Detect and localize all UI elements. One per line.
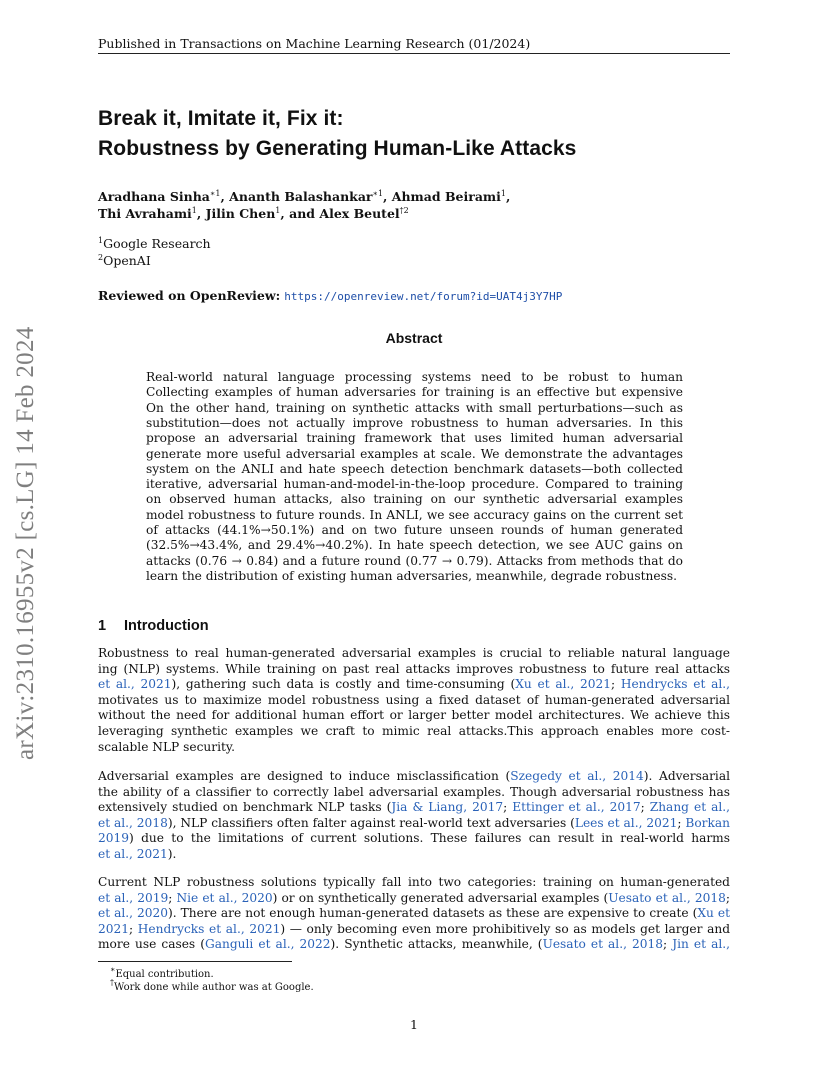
- arxiv-stamp: arXiv:2310.16955v2 [cs.LG] 14 Feb 2024: [12, 326, 39, 760]
- citation-link[interactable]: et al., 2018: [98, 815, 168, 830]
- openreview-label: Reviewed on OpenReview:: [98, 288, 281, 303]
- author-separator: ,: [196, 206, 206, 221]
- body-text: scalable NLP security.: [98, 739, 236, 754]
- page-number: 1: [410, 1017, 418, 1032]
- citation-link[interactable]: 2021: [98, 921, 130, 936]
- authors-line-1: [98, 189, 738, 204]
- citation-link[interactable]: Nie et al., 2020: [176, 890, 273, 905]
- body-text: ;: [640, 800, 650, 815]
- openreview-line: [98, 288, 562, 303]
- intro-line: [98, 769, 730, 784]
- affiliation-google: $^1$Google Research: [98, 236, 211, 251]
- body-text: extensively studied on benchmark NLP tasks (: [98, 800, 392, 815]
- intro-line: [98, 677, 730, 692]
- affiliation-openai: $^2$OpenAI: [98, 253, 151, 268]
- body-text: ;: [677, 815, 686, 830]
- body-text: more use cases (: [98, 937, 206, 952]
- intro-line: [98, 937, 730, 952]
- citation-link[interactable]: Lees et al., 2021: [574, 815, 678, 830]
- abstract-line: of attacks (44.1%→50.1%) and on two future unseen rounds of human generated: [146, 523, 683, 537]
- citation-link[interactable]: et al., 2020: [98, 906, 169, 921]
- intro-line: [98, 800, 730, 815]
- author-separator: ,: [383, 189, 392, 204]
- citation-link[interactable]: Uesato et al., 2018: [608, 890, 726, 905]
- body-text: ) — only becoming even more prohibitively so as models get larger and: [280, 921, 730, 936]
- author-name: Aradhana Sinha: [98, 189, 210, 204]
- body-text: ).: [167, 847, 177, 861]
- abstract-line: model robustness to future rounds. In ANLI, we see accuracy gains on the current set: [146, 507, 683, 522]
- abstract-line: Real-world natural language processing systems need to be robust to human: [146, 370, 683, 384]
- body-text: ing (NLP) systems. While training on past real attacks improves robustness to future real attacks: [98, 661, 730, 676]
- footnote-work-done: †Work done while author was at Google.: [110, 978, 314, 993]
- body-text: ), NLP classifiers often falter against real-world text adversaries (: [167, 815, 575, 830]
- body-text: ), gathering such data is costly and time-consuming (: [171, 677, 516, 692]
- section-title: Introduction: [124, 618, 209, 634]
- intro-line: [98, 708, 730, 723]
- citation-link[interactable]: Xu et: [697, 906, 730, 921]
- body-text: without the need for additional human effort or larger better model architectures. We achieve this: [98, 708, 730, 723]
- author-name: Ananth Balashankar: [229, 189, 373, 204]
- author-name: Ahmad Beirami: [391, 189, 501, 204]
- author-affiliation-mark: †2: [399, 206, 409, 215]
- section-number: 1: [98, 618, 107, 634]
- author-affiliation-mark: 1: [500, 189, 506, 198]
- abstract-line: attacks (0.76 → 0.84) and a future round (0.77 → 0.79). Attacks from methods that do: [146, 553, 683, 568]
- body-text: ). There are not enough human-generated datasets as these are expensive to create (: [168, 906, 698, 921]
- body-text: ). Adversarial: [643, 769, 730, 783]
- body-text: ;: [503, 800, 513, 815]
- abstract-line: iterative, adversarial human-and-model-in-the-loop procedure. Compared to training: [146, 477, 683, 492]
- author-name: Jilin Chen: [205, 206, 276, 221]
- header-rule: [98, 53, 730, 54]
- citation-link[interactable]: Hendrycks et al., 2021: [137, 921, 281, 936]
- body-text: ). Synthetic attacks, meanwhile, (: [330, 937, 543, 952]
- body-text: ;: [725, 890, 730, 905]
- author-separator: ,: [220, 189, 230, 204]
- citation-link[interactable]: Hendrycks et al.,: [620, 677, 730, 692]
- author-separator: ,: [506, 189, 511, 204]
- abstract-line: propose an adversarial training framework that uses limited human adversarial: [146, 431, 683, 446]
- body-text: Current NLP robustness solutions typically fall into two categories: training on human-generated: [98, 875, 730, 889]
- body-text: ) due to the limitations of current solutions. These failures can result in real-world harms: [129, 831, 730, 846]
- citation-link[interactable]: et al., 2019: [98, 890, 169, 905]
- citation-link[interactable]: 2019: [98, 831, 130, 846]
- intro-line: [98, 891, 730, 906]
- footnote-rule: [98, 961, 292, 962]
- citation-link[interactable]: Zhang et al.,: [649, 800, 730, 815]
- body-text: Adversarial examples are designed to induce misclassification (: [98, 769, 511, 783]
- abstract-line: Collecting examples of human adversaries for training is an effective but expensive: [146, 385, 683, 400]
- citation-link[interactable]: Uesato et al., 2018: [542, 937, 664, 952]
- body-text: ;: [168, 890, 177, 905]
- body-text: motivates us to maximize model robustness using a fixed dataset of human-generated adversarial: [98, 692, 730, 707]
- journal-header: Published in Transactions on Machine Learning Research (01/2024): [98, 36, 531, 51]
- intro-line: [98, 724, 730, 739]
- body-text: ;: [663, 937, 673, 952]
- intro-line: [98, 693, 730, 708]
- intro-line: [98, 831, 730, 846]
- citation-link[interactable]: Ganguli et al., 2022: [205, 937, 331, 952]
- intro-line: [98, 662, 730, 677]
- abstract-line: substitution—does not actually improve robustness to human adversaries. In this: [146, 415, 683, 430]
- citation-link[interactable]: Xu et al., 2021: [515, 677, 611, 692]
- abstract-line: system on the ANLI and hate speech detection benchmark datasets—both collected: [146, 461, 683, 476]
- intro-line: [98, 906, 730, 921]
- author-name: Thi Avrahami: [98, 206, 192, 221]
- author-affiliation-mark: ∗1: [372, 189, 384, 198]
- author-name: Alex Beutel: [319, 206, 400, 221]
- intro-line: [98, 646, 730, 661]
- openreview-link[interactable]: https://openreview.net/forum?id=UAT4j3Y7HP: [284, 290, 563, 303]
- body-text: leveraging synthetic examples we craft to mimic real attacks.This approach enables more cost-: [98, 724, 730, 738]
- body-text: Robustness to real human-generated adversarial examples is crucial to reliable natural language: [98, 646, 730, 660]
- paper-title-line-1: Break it, Imitate it, Fix it:: [98, 107, 344, 130]
- author-affiliation-mark: 1: [191, 206, 197, 215]
- citation-link[interactable]: et al., 2021: [98, 847, 168, 861]
- section-heading-introduction: [98, 618, 209, 634]
- abstract-line: On the other hand, training on synthetic attacks with small perturbations—such as: [146, 400, 683, 415]
- intro-line: [98, 875, 730, 890]
- author-affiliation-mark: 1: [275, 206, 281, 215]
- citation-link[interactable]: Ettinger et al., 2017: [512, 800, 641, 815]
- abstract-heading: Abstract: [385, 330, 443, 346]
- abstract-line: on observed human attacks, also training on our synthetic adversarial examples: [146, 492, 683, 507]
- body-text: ;: [610, 677, 621, 692]
- paper-title-line-2: Robustness by Generating Human-Like Attacks: [98, 137, 577, 160]
- abstract-line: learn the distribution of existing human adversaries, meanwhile, degrade robustness.: [146, 568, 677, 583]
- footnote-equal-contribution: ∗Equal contribution.: [110, 965, 214, 980]
- abstract-line: (32.5%→43.4%, and 29.4%→40.2%). In hate speech detection, we see AUC gains on: [146, 538, 683, 553]
- citation-link[interactable]: Jia & Liang, 2017: [391, 800, 504, 815]
- authors-line-2: [98, 206, 738, 221]
- citation-link[interactable]: Szegedy et al., 2014: [510, 769, 644, 783]
- citation-link[interactable]: Borkan: [685, 815, 730, 830]
- abstract-line: generate more useful adversarial examples at scale. We demonstrate the advantages: [146, 446, 683, 461]
- citation-link[interactable]: et al., 2021: [98, 677, 172, 692]
- author-affiliation-mark: ∗1: [209, 189, 221, 198]
- body-text: the ability of a classifier to correctly label adversarial examples. Though adversarial robustness has: [98, 784, 730, 799]
- citation-link[interactable]: Jin et al.,: [672, 937, 730, 952]
- intro-line: [98, 740, 730, 755]
- body-text: ) or on synthetically generated adversarial examples (: [272, 890, 609, 905]
- intro-line: [98, 922, 730, 937]
- intro-line: [98, 785, 730, 800]
- intro-line: [98, 816, 730, 831]
- intro-line: [98, 847, 730, 862]
- author-separator: , and: [280, 206, 320, 221]
- body-text: ;: [129, 921, 138, 936]
